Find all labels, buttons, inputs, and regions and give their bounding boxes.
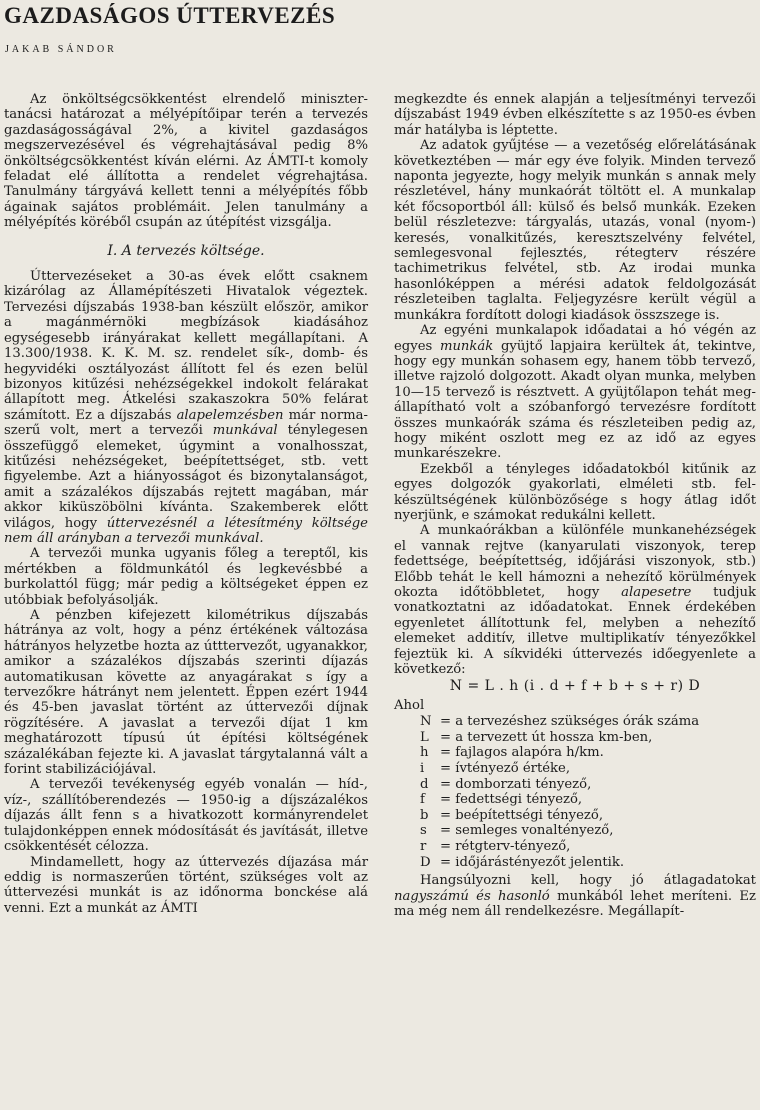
definition-item: N = a tervezéshez szükséges órák száma xyxy=(420,714,700,730)
right-column xyxy=(394,92,756,919)
emphasis: alapesetre xyxy=(621,585,692,600)
variable-definitions xyxy=(394,714,756,870)
emphasis: alapelemzésben xyxy=(176,407,284,423)
paragraph: megkezdte és ennek alapján a teljesítményi tervezői díjszabást 1949 évben elkészítette s az 1950-es évben már hatályba is léptette. xyxy=(394,92,756,138)
paragraph: Ezekből a tényleges időadatokból kitűnik az egyes dolgozók gyakorlati, elméleti stb. felkészültségének különbözősége s hogy átlag időt nyerjünk, e számokat redukálni kellett. xyxy=(394,461,756,523)
paragraph: A tervezői tevékenység egyéb vonalán — híd-, víz-, szállítóberendezés — 1950-ig a díjszázalékos díjazás állt fenn s a hivatkozott kormányrendelet tulajdonképpen ennek módosítását és javítását, illetve csökkentését célozza. xyxy=(4,777,368,855)
definition-item: r = rétgterv-tényező, xyxy=(420,839,571,854)
definition-item: h = fajlagos alapóra h/km. xyxy=(420,745,604,761)
section-heading: I. A tervezés költsége. xyxy=(107,242,265,259)
article-author: JAKAB SÁNDOR xyxy=(5,44,117,55)
definition-item: D = időjárástényezőt jelentik. xyxy=(420,854,625,870)
emphasis: úttervezésnél a létesítmény költsége nem áll arányban a tervezői munkával. xyxy=(4,515,368,546)
paragraph: Hangsúlyozni kell, hogy jó átlagadatokat nagyszámú és hasonló munkából lehet meríteni. Ez ma még nem áll rendelkezésre. Megállapít- xyxy=(394,873,756,919)
article-title: GAZDASÁGOS ÚTTERVEZÉS xyxy=(4,3,336,28)
emphasis: nagyszámú és hasonló xyxy=(394,888,550,904)
paragraph: Úttervezéseket a 30-as évek előtt csaknem kizárólag az Államépítészeti Hivatalok végeztek. Tervezési díjszabás 1938-ban készült először, amikor a magánmérnöki megbízások kiadásához egységesebb irányárakat kellett megállapítani. A 13.300/1938. K. K. M. sz. rendelet sík-, domb- és hegyvidéki osztályozást állított fel és ezen belül bizonyos kitűzési nehézségekkel indokolt felárakat állapított meg. Átkelési szakaszokra 50% felárat számított. Ez a díjszabás alapelemzésben már normaszerű volt, mert a tervezői munkával ténylegesen összefüggő elemeket, úgymint a vonalhosszat, kitűzési nehézségeket, beépítettséget, stb. vett figyelembe. Azt a hiányosságot és bizonytalanságot, amit a százalékos díjszabás rejtett magában, már akkor kiküszöbölni kívánta. Szakemberek előtt világos, hogy úttervezésnél a létesítmény költsége nem áll arányban a tervezői munkával. xyxy=(4,269,368,546)
emphasis: munkák xyxy=(439,338,494,354)
paragraph: A pénzben kifejezett kilométrikus díjszabás hátránya az volt, hogy a pénz értékének változása hátrányos helyzetbe hozta az útttervezőt, ugyanakkor, amikor a százalékos díjszabás szerinti díjazás automatikusan követte az anyagárakat s így a tervezőkre hátrányt nem jelentett. Éppen ezért 1944 és 45-ben javaslat történt az úttervezői díjnak rögzítésére. A javaslat a tervezői díjat 1 km meghatározott típusú út építési költségének százalékában fejezte ki. A javaslat tárgytalanná vált a forint stabilizációjával. xyxy=(4,608,368,778)
paragraph: Az egyéni munkalapok időadatai a hó végén az egyes munkák gyüjtő lapjaira kerültek át, tekintve, hogy egy munkán sohasem egy, hanem több tervező, illetve rajzoló dolgozott. Akadt olyan munka, melyben 10—15 tervező is résztvett. A gyüjtőlapon tehát megállapítható volt a szóbanforgó tervezésre fordított összes munkaórák száma és részleteiben pedig az, hogy miként oszlott meg ez az idő az egyes munkarészekre. xyxy=(394,323,756,462)
left-column xyxy=(4,92,368,916)
paragraph: Az adatok gyűjtése — a vezetőség előrelátásának következtében — már egy éve folyik. Minden tervező naponta jegyezte, hogy melyik munkán s annak mely részletével, hány munkaórát töltött el. A munkalap két főcsoportból áll: külső és belső munkák. Ezeken belül részletezve: tárgyalás, utazás, vonal (nyom-) keresés, vonalkitűzés, keresztszelvény felvétel, semlegesvonal fejlesztés, rétegterv részére tachimetrikus felvétel, stb. Az irodai munka hasonlóképpen a mérési adatok feldolgozását részleteiben taglalta. Feljegyzésre került végül a munkákra fordított dologi kiadások összszege is. xyxy=(394,138,756,323)
definition-item: i = ívtényező értéke, xyxy=(420,761,571,777)
definition-item: L = a tervezett út hossza km-ben, xyxy=(420,729,653,745)
where-label: Ahol xyxy=(394,697,425,713)
paragraph: A munkaórákban a különféle munkanehézségek el vannak rejtve (kanyarulati viszonyok, terep fedettsége, beépítettség, időjárási viszonyok, stb.) Előbb tehát le kell hámozni a nehezítő körülmények okozta időtöbbletet, hogy alapesetre tudjuk vonatkoztatni az időadatokat. Ennek érdekében egyenletet állítottunk fel, melyben a nehezítő elemeket additív, illetve multiplikatív tényezőkkel fejeztük ki. A síkvidéki úttervezés időegyenlete a következő: xyxy=(394,523,756,678)
definition-item: f = fedettségi tényező, xyxy=(420,792,583,808)
time-equation: N = L . h (i . d + f + b + s + r) D xyxy=(449,678,701,695)
paragraph: Az önköltségcsökkentést elrendelő minisztertanácsi határozat a mélyépítőipar terén a tervezés gazdaságosságával 2%, a kivitel gazdaságos megszervezésével és végrehajtásával pedig 8% önköltségcsökkentést kíván elérni. Az ÁMTI-t komoly feladat elé állította a rendelet végrehajtása. Tanulmány tárgyává kellett tenni a mélyépítés főbb ágainak sajátos problémáit. Jelen tanulmány a mélyépítés köréből csupán az útépítést vizsgálja. xyxy=(4,92,368,231)
emphasis: munkával xyxy=(212,423,278,439)
paragraph: A tervezői munka ugyanis főleg a tereptől, kis mértékben a földmunkától és legkevésbbé a burkolattól függ; már pedig a költségeket éppen ez utóbbiak befolyásolják. xyxy=(4,546,368,608)
paragraph: Mindamellett, hogy az úttervezés díjazása már eddig is normaszerűen történt, szükséges volt az úttervezési munkát is az időnorma bonckése alá venni. Ezt a munkát az ÁMTI xyxy=(4,854,368,916)
definition-item: s = semleges vonaltényező, xyxy=(420,823,614,839)
definition-item: b = beépítettségi tényező, xyxy=(420,807,604,823)
definition-item: d = domborzati tényező, xyxy=(420,776,592,792)
